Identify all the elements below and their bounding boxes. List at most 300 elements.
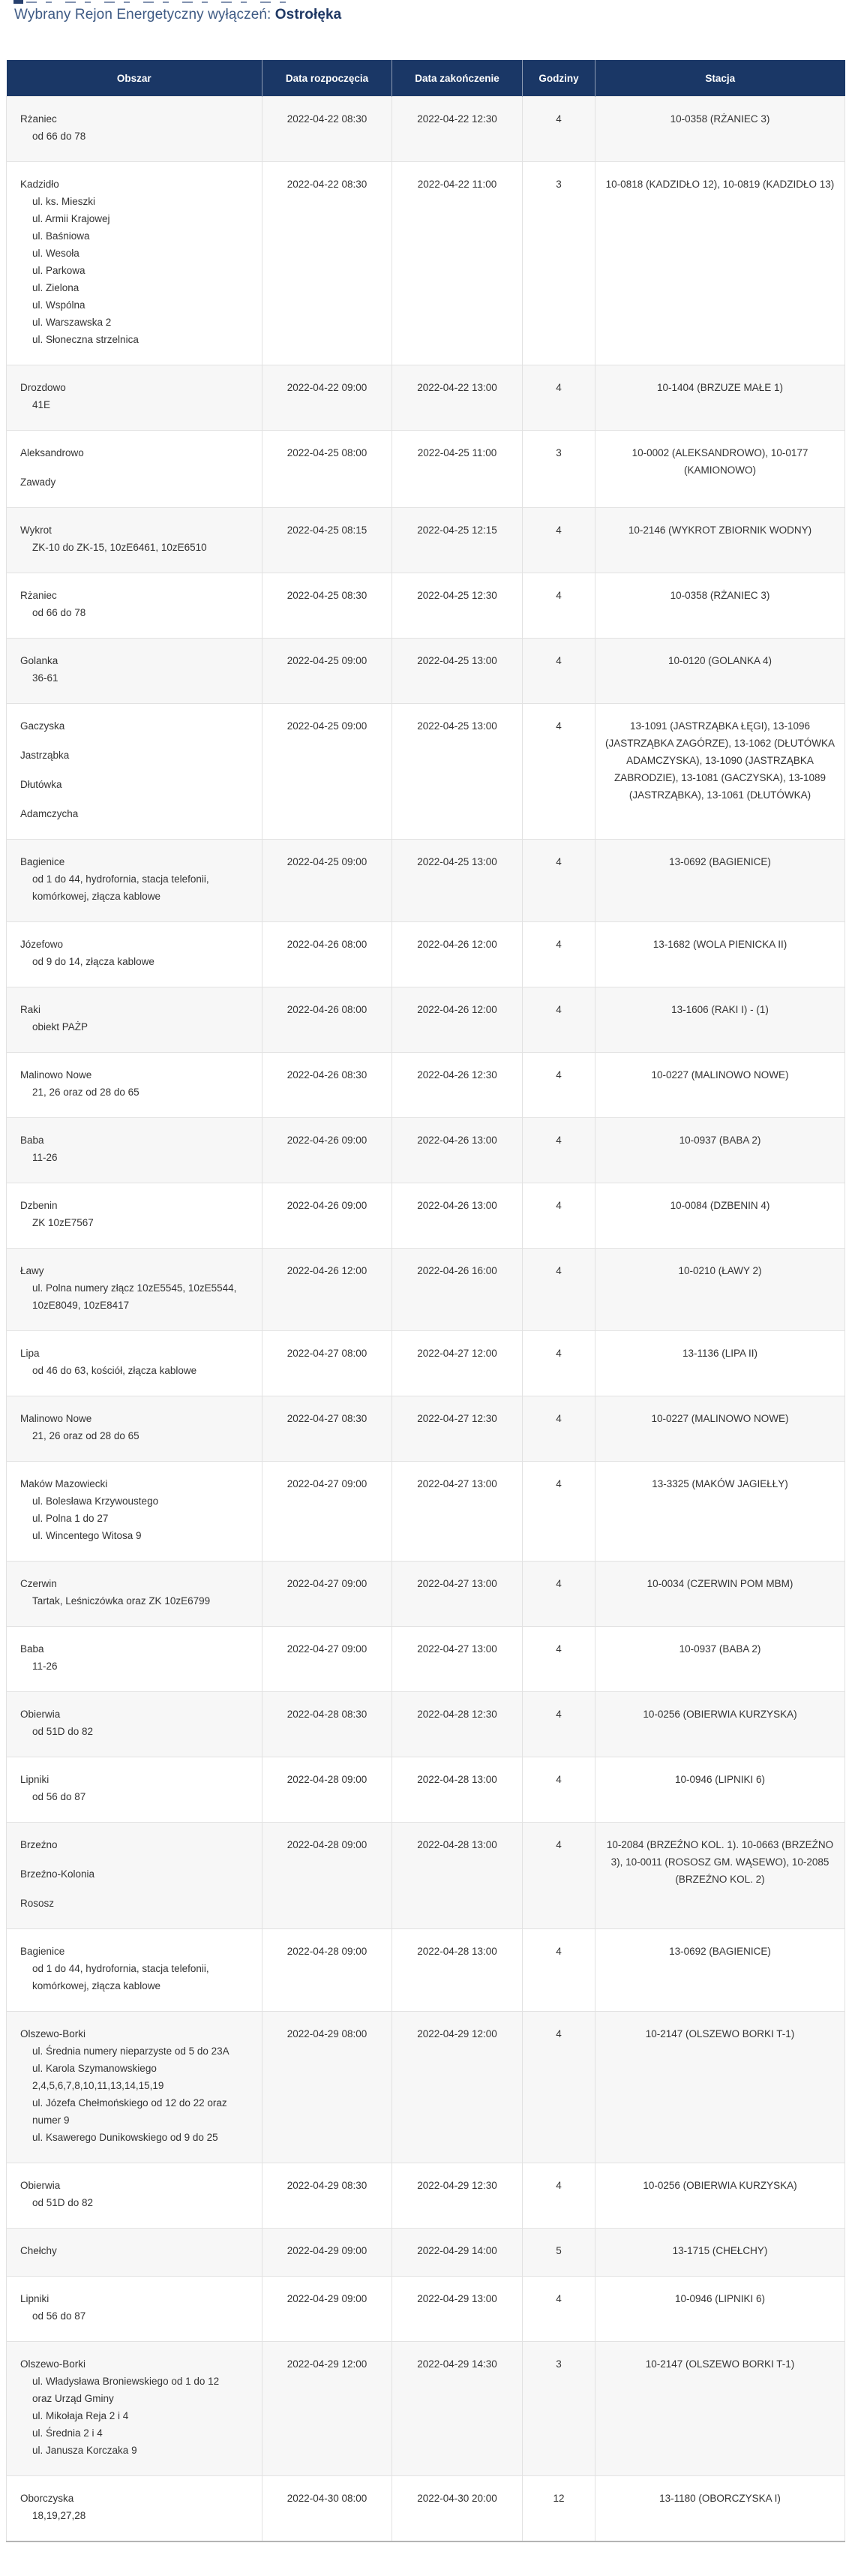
cell-area — [7, 922, 262, 987]
cell-hours: 4 — [523, 2277, 596, 2342]
cell-station: 10-0227 (MALINOWO NOWE) — [596, 1396, 845, 1462]
cell-start-date: 2022-04-25 09:00 — [262, 704, 392, 840]
area-group — [14, 717, 256, 735]
table-row — [7, 987, 845, 1053]
cell-hours: 4 — [523, 573, 596, 639]
cell-start-date: 2022-04-22 09:00 — [262, 365, 392, 431]
table-row — [7, 162, 845, 365]
cell-area — [7, 1692, 262, 1757]
cell-station: 10-2084 (BRZEŹNO KOL. 1). 10-0663 (BRZEŹNO 3), 10-0011 (ROSOSZ GM. WĄSEWO), 10-2085 (BRZEŹNO KOL. 2) — [596, 1823, 845, 1929]
area-name: Bagienice — [20, 1946, 65, 1957]
area-detail: komórkowej, złącza kablowe — [32, 891, 161, 902]
cell-end-date: 2022-04-29 14:30 — [392, 2342, 523, 2476]
area-detail: od 51D do 82 — [32, 2197, 94, 2208]
area-detail: ul. Średnia 2 i 4 — [32, 2427, 103, 2439]
cell-station: 13-1180 (OBORCZYSKA I) — [596, 2476, 845, 2542]
area-group — [14, 2177, 256, 2211]
area-name: Obierwia — [20, 2180, 61, 2191]
area-name: Olszewo-Borki — [20, 2358, 86, 2370]
area-detail: 2,4,5,6,7,8,10,11,13,14,15,19 — [32, 2080, 164, 2091]
cell-start-date: 2022-04-27 09:00 — [262, 1627, 392, 1692]
cell-hours: 4 — [523, 97, 596, 162]
cell-station: 13-1682 (WOLA PIENICKA II) — [596, 922, 845, 987]
cell-station: 13-1715 (CHEŁCHY) — [596, 2229, 845, 2277]
area-group — [14, 1410, 256, 1444]
area-name: Ławy — [20, 1265, 44, 1276]
table-row — [7, 1249, 845, 1331]
header-row — [7, 60, 845, 97]
cell-end-date: 2022-04-28 13:00 — [392, 1929, 523, 2012]
area-name: Drozdowo — [20, 382, 66, 393]
cell-start-date: 2022-04-28 09:00 — [262, 1823, 392, 1929]
table-row — [7, 1396, 845, 1462]
clipped-text-fragment — [14, 0, 297, 4]
area-group — [14, 2490, 256, 2524]
cell-end-date: 2022-04-25 13:00 — [392, 639, 523, 704]
cell-end-date: 2022-04-30 20:00 — [392, 2476, 523, 2542]
cell-end-date: 2022-04-22 12:30 — [392, 97, 523, 162]
area-detail: 41E — [32, 399, 51, 410]
area-group — [14, 2242, 256, 2259]
area-detail: obiekt PAŻP — [32, 1021, 88, 1033]
cell-station: 10-2146 (WYKROT ZBIORNIK WODNY) — [596, 508, 845, 573]
area-detail: ul. Zielona — [32, 282, 80, 293]
area-group — [14, 2355, 256, 2459]
area-name: Aleksandrowo — [20, 447, 84, 458]
table-row — [7, 2342, 845, 2476]
cell-station: 10-0227 (MALINOWO NOWE) — [596, 1053, 845, 1118]
cell-station: 10-0034 (CZERWIN POM MBM) — [596, 1562, 845, 1627]
area-name: Lipniki — [20, 1774, 50, 1785]
area-group — [14, 176, 256, 348]
table-header — [7, 60, 845, 97]
table-row — [7, 639, 845, 704]
cell-start-date: 2022-04-27 09:00 — [262, 1562, 392, 1627]
cell-area — [7, 1183, 262, 1249]
area-group — [14, 1895, 256, 1912]
table-row — [7, 1053, 845, 1118]
area-detail: komórkowej, złącza kablowe — [32, 1980, 161, 1991]
cell-area — [7, 2342, 262, 2476]
column-header-stacja: Stacja — [596, 60, 845, 97]
area-name: Malinowo Nowe — [20, 1069, 92, 1081]
area-group — [14, 1836, 256, 1853]
area-detail: oraz Urząd Gminy — [32, 2393, 114, 2404]
area-group — [14, 853, 256, 905]
area-detail: ul. Mikołaja Reja 2 i 4 — [32, 2410, 129, 2421]
cell-start-date: 2022-04-22 08:30 — [262, 97, 392, 162]
cell-hours: 5 — [523, 2229, 596, 2277]
cell-end-date: 2022-04-22 13:00 — [392, 365, 523, 431]
area-name: Maków Mazowiecki — [20, 1478, 108, 1489]
cell-hours: 4 — [523, 1929, 596, 2012]
cell-hours: 4 — [523, 1757, 596, 1823]
area-detail: ul. Parkowa — [32, 265, 86, 276]
cell-area — [7, 639, 262, 704]
cell-start-date: 2022-04-29 08:30 — [262, 2163, 392, 2229]
table-body — [7, 97, 845, 2542]
area-detail: od 66 do 78 — [32, 131, 86, 142]
area-detail: od 1 do 44, hydrofornia, stacja telefonii, — [32, 873, 209, 885]
table-row — [7, 508, 845, 573]
cell-start-date: 2022-04-26 09:00 — [262, 1118, 392, 1183]
area-detail: 36-61 — [32, 672, 58, 684]
area-detail: Tartak, Leśniczówka oraz ZK 10zE6799 — [32, 1595, 211, 1607]
cell-end-date: 2022-04-27 12:30 — [392, 1396, 523, 1462]
area-group — [14, 1771, 256, 1805]
area-detail: ul. Warszawska 2 — [32, 317, 112, 328]
area-detail: od 9 do 14, złącza kablowe — [32, 956, 154, 967]
area-name: Józefowo — [20, 939, 64, 950]
area-name: Rżaniec — [20, 590, 57, 601]
cell-end-date: 2022-04-25 13:00 — [392, 704, 523, 840]
cell-station: 10-0937 (BABA 2) — [596, 1627, 845, 1692]
cell-start-date: 2022-04-25 09:00 — [262, 840, 392, 922]
area-detail: ul. ks. Mieszki — [32, 196, 96, 207]
area-group — [14, 522, 256, 556]
cell-start-date: 2022-04-28 08:30 — [262, 1692, 392, 1757]
cell-hours: 4 — [523, 1118, 596, 1183]
area-name: Lipa — [20, 1348, 40, 1359]
cell-area — [7, 1562, 262, 1627]
cell-end-date: 2022-04-29 12:00 — [392, 2012, 523, 2163]
cell-end-date: 2022-04-25 13:00 — [392, 840, 523, 922]
area-name: Baba — [20, 1643, 44, 1655]
area-detail: od 66 do 78 — [32, 607, 86, 618]
cell-end-date: 2022-04-27 12:00 — [392, 1331, 523, 1396]
cell-hours: 4 — [523, 365, 596, 431]
area-group — [14, 1197, 256, 1231]
area-detail: ZK 10zE7567 — [32, 1217, 94, 1228]
area-name: Rososz — [20, 1898, 55, 1909]
table-row — [7, 2277, 845, 2342]
area-detail: 11-26 — [32, 1661, 58, 1672]
page-title-prefix: Wybrany Rejon Energetyczny wyłączeń: — [14, 7, 275, 23]
area-detail: 10zE8049, 10zE8417 — [32, 1300, 130, 1311]
cell-start-date: 2022-04-25 09:00 — [262, 639, 392, 704]
cell-hours: 4 — [523, 840, 596, 922]
cell-start-date: 2022-04-22 08:30 — [262, 162, 392, 365]
cell-station: 10-1404 (BRZUZE MAŁE 1) — [596, 365, 845, 431]
cell-area — [7, 1462, 262, 1562]
cell-hours: 4 — [523, 639, 596, 704]
cell-area — [7, 1053, 262, 1118]
cell-hours: 3 — [523, 431, 596, 508]
area-name: Baba — [20, 1135, 44, 1146]
area-detail: ZK-10 do ZK-15, 10zE6461, 10zE6510 — [32, 542, 207, 553]
cell-area — [7, 1396, 262, 1462]
cell-hours: 4 — [523, 1627, 596, 1692]
area-group — [14, 1345, 256, 1379]
area-name: Brzeźno — [20, 1839, 58, 1850]
area-name: Brzeźno-Kolonia — [20, 1868, 95, 1880]
cell-end-date: 2022-04-26 13:00 — [392, 1118, 523, 1183]
cell-end-date: 2022-04-28 13:00 — [392, 1757, 523, 1823]
cell-start-date: 2022-04-28 09:00 — [262, 1929, 392, 2012]
cell-station: 10-2147 (OLSZEWO BORKI T-1) — [596, 2342, 845, 2476]
area-detail: ul. Bolesława Krzywoustego — [32, 1495, 159, 1507]
area-group — [14, 110, 256, 145]
cell-area — [7, 1331, 262, 1396]
cell-station: 10-0818 (KADZIDŁO 12), 10-0819 (KADZIDŁO 13) — [596, 162, 845, 365]
area-group — [14, 587, 256, 621]
area-group — [14, 1132, 256, 1166]
table-row — [7, 1692, 845, 1757]
cell-start-date: 2022-04-29 12:00 — [262, 2342, 392, 2476]
cell-station: 10-0002 (ALEKSANDROWO), 10-0177 (KAMIONOWO) — [596, 431, 845, 508]
area-group — [14, 1262, 256, 1314]
table-row — [7, 922, 845, 987]
cell-start-date: 2022-04-26 09:00 — [262, 1183, 392, 1249]
cell-hours: 4 — [523, 508, 596, 573]
table-row — [7, 97, 845, 162]
area-name: Dłutówka — [20, 779, 62, 790]
area-detail: ul. Wesoła — [32, 248, 80, 259]
cell-end-date: 2022-04-27 13:00 — [392, 1562, 523, 1627]
table-row — [7, 1462, 845, 1562]
table-row — [7, 1929, 845, 2012]
area-name: Dzbenin — [20, 1200, 58, 1211]
cell-hours: 4 — [523, 704, 596, 840]
cell-area — [7, 97, 262, 162]
area-name: Zawady — [20, 476, 56, 488]
cell-station: 13-3325 (MAKÓW JAGIEŁŁY) — [596, 1462, 845, 1562]
cell-end-date: 2022-04-26 12:00 — [392, 987, 523, 1053]
area-name: Bagienice — [20, 856, 65, 867]
table-row — [7, 2012, 845, 2163]
column-header-godziny: Godziny — [523, 60, 596, 97]
area-detail: ul. Armii Krajowej — [32, 213, 110, 224]
cell-end-date: 2022-04-28 13:00 — [392, 1823, 523, 1929]
cell-end-date: 2022-04-29 13:00 — [392, 2277, 523, 2342]
cell-hours: 4 — [523, 1331, 596, 1396]
cell-end-date: 2022-04-29 14:00 — [392, 2229, 523, 2277]
cell-area — [7, 365, 262, 431]
cell-hours: 4 — [523, 987, 596, 1053]
area-group — [14, 1001, 256, 1036]
area-group — [14, 379, 256, 413]
cell-start-date: 2022-04-26 08:30 — [262, 1053, 392, 1118]
area-name: Czerwin — [20, 1578, 57, 1589]
area-detail: ul. Polna numery złącz 10zE5545, 10zE5544, — [32, 1282, 237, 1294]
cell-station: 10-0256 (OBIERWIA KURZYSKA) — [596, 2163, 845, 2229]
cell-hours: 4 — [523, 1249, 596, 1331]
table-row — [7, 1562, 845, 1627]
cell-end-date: 2022-04-25 12:15 — [392, 508, 523, 573]
cell-end-date: 2022-04-25 12:30 — [392, 573, 523, 639]
cell-end-date: 2022-04-26 16:00 — [392, 1249, 523, 1331]
area-detail: ul. Wspólna — [32, 299, 86, 311]
area-detail: ul. Baśniowa — [32, 230, 90, 242]
table-row — [7, 1823, 845, 1929]
area-name: Raki — [20, 1004, 41, 1015]
area-name: Lipniki — [20, 2293, 50, 2304]
table-row — [7, 840, 845, 922]
cell-hours: 4 — [523, 1562, 596, 1627]
cell-station: 10-2147 (OLSZEWO BORKI T-1) — [596, 2012, 845, 2163]
area-detail: ul. Średnia numery nieparzyste od 5 do 23A — [32, 2045, 230, 2057]
cell-start-date: 2022-04-27 08:30 — [262, 1396, 392, 1462]
cell-start-date: 2022-04-26 12:00 — [262, 1249, 392, 1331]
cell-area — [7, 2476, 262, 2542]
cell-area — [7, 987, 262, 1053]
area-group — [14, 444, 256, 461]
area-detail: ul. Karola Szymanowskiego — [32, 2063, 157, 2074]
cell-hours: 4 — [523, 1396, 596, 1462]
table-row — [7, 1627, 845, 1692]
area-detail: 18,19,27,28 — [32, 2510, 86, 2521]
cell-hours: 4 — [523, 1692, 596, 1757]
cell-start-date: 2022-04-26 08:00 — [262, 922, 392, 987]
cell-station: 10-0946 (LIPNIKI 6) — [596, 2277, 845, 2342]
area-detail: od 51D do 82 — [32, 1726, 94, 1737]
cell-station: 10-0256 (OBIERWIA KURZYSKA) — [596, 1692, 845, 1757]
cell-station: 13-1606 (RAKI I) - (1) — [596, 987, 845, 1053]
area-detail: ul. Janusza Korczaka 9 — [32, 2445, 137, 2456]
column-header-data-zakonczenie: Data zakończenie — [392, 60, 523, 97]
area-group — [14, 1865, 256, 1883]
cell-station: 10-0358 (RŻANIEC 3) — [596, 573, 845, 639]
area-name: Olszewo-Borki — [20, 2028, 86, 2039]
cell-area — [7, 1757, 262, 1823]
area-detail: ul. Ksawerego Dunikowskiego od 9 do 25 — [32, 2132, 218, 2143]
cell-area — [7, 573, 262, 639]
cell-start-date: 2022-04-29 09:00 — [262, 2277, 392, 2342]
area-detail: ul. Władysława Broniewskiego od 1 do 12 — [32, 2376, 220, 2387]
cell-station: 10-0084 (DZBENIN 4) — [596, 1183, 845, 1249]
table-row — [7, 431, 845, 508]
area-group — [14, 1066, 256, 1101]
area-detail: 21, 26 oraz od 28 do 65 — [32, 1430, 140, 1441]
table-row — [7, 1757, 845, 1823]
area-detail: ul. Wincentego Witosa 9 — [32, 1530, 142, 1541]
cell-hours: 4 — [523, 2012, 596, 2163]
cell-end-date: 2022-04-25 11:00 — [392, 431, 523, 508]
cell-station: 10-0120 (GOLANKA 4) — [596, 639, 845, 704]
cell-area — [7, 162, 262, 365]
area-group — [14, 1706, 256, 1740]
cell-area — [7, 704, 262, 840]
cell-station: 13-0692 (BAGIENICE) — [596, 840, 845, 922]
area-name: Chełchy — [20, 2245, 57, 2256]
area-detail: 11-26 — [32, 1152, 58, 1163]
area-group — [14, 2290, 256, 2325]
cell-hours: 4 — [523, 2163, 596, 2229]
cell-hours: 4 — [523, 1462, 596, 1562]
cell-start-date: 2022-04-25 08:30 — [262, 573, 392, 639]
area-group — [14, 473, 256, 491]
cell-area — [7, 1627, 262, 1692]
cell-start-date: 2022-04-27 09:00 — [262, 1462, 392, 1562]
table-row — [7, 2476, 845, 2542]
cell-station: 10-0210 (ŁAWY 2) — [596, 1249, 845, 1331]
cell-hours: 4 — [523, 1183, 596, 1249]
area-detail: od 56 do 87 — [32, 1791, 86, 1802]
cell-station: 13-1091 (JASTRZĄBKA ŁĘGI), 13-1096 (JASTRZĄBKA ZAGÓRZE), 13-1062 (DŁUTÓWKA ADAMCZYSKA), 13-1090 (JASTRZĄBKA ZABRODZIE), 13-1081 (GACZYSKA), 13-1089 (JASTRZĄBKA), 13-1061 (DŁUTÓWKA) — [596, 704, 845, 840]
cell-area — [7, 1823, 262, 1929]
table-row — [7, 1331, 845, 1396]
cell-station: 10-0358 (RŻANIEC 3) — [596, 97, 845, 162]
area-detail: ul. Słoneczna strzelnica — [32, 334, 139, 345]
area-name: Rżaniec — [20, 113, 57, 125]
area-detail: od 56 do 87 — [32, 2310, 86, 2322]
cell-end-date: 2022-04-22 11:00 — [392, 162, 523, 365]
cell-start-date: 2022-04-29 08:00 — [262, 2012, 392, 2163]
cell-station: 13-0692 (BAGIENICE) — [596, 1929, 845, 2012]
cell-end-date: 2022-04-28 12:30 — [392, 1692, 523, 1757]
cell-area — [7, 840, 262, 922]
cell-hours: 3 — [523, 162, 596, 365]
column-header-data-rozpoczecia: Data rozpoczęcia — [262, 60, 392, 97]
area-detail: od 1 do 44, hydrofornia, stacja telefonii, — [32, 1963, 209, 1974]
area-group — [14, 1943, 256, 1994]
area-detail: ul. Polna 1 do 27 — [32, 1513, 109, 1524]
outages-table — [6, 60, 845, 2542]
area-name: Wykrot — [20, 525, 52, 536]
cell-end-date: 2022-04-26 13:00 — [392, 1183, 523, 1249]
cell-area — [7, 508, 262, 573]
area-name: Adamczycha — [20, 808, 79, 819]
cell-area — [7, 1929, 262, 2012]
cell-start-date: 2022-04-29 09:00 — [262, 2229, 392, 2277]
cell-end-date: 2022-04-26 12:30 — [392, 1053, 523, 1118]
area-name: Obierwia — [20, 1709, 61, 1720]
cell-start-date: 2022-04-28 09:00 — [262, 1757, 392, 1823]
cell-start-date: 2022-04-27 08:00 — [262, 1331, 392, 1396]
cell-end-date: 2022-04-26 12:00 — [392, 922, 523, 987]
cell-end-date: 2022-04-27 13:00 — [392, 1462, 523, 1562]
cell-hours: 3 — [523, 2342, 596, 2476]
area-group — [14, 1640, 256, 1675]
area-name: Gaczyska — [20, 720, 65, 732]
area-group — [14, 2025, 256, 2146]
table-row — [7, 2229, 845, 2277]
cell-area — [7, 2229, 262, 2277]
area-group — [14, 1575, 256, 1610]
cell-station: 10-0946 (LIPNIKI 6) — [596, 1757, 845, 1823]
table-row — [7, 704, 845, 840]
area-group — [14, 652, 256, 687]
table-row — [7, 1183, 845, 1249]
cell-hours: 4 — [523, 922, 596, 987]
area-group — [14, 805, 256, 822]
cell-start-date: 2022-04-26 08:00 — [262, 987, 392, 1053]
cell-start-date: 2022-04-30 08:00 — [262, 2476, 392, 2542]
cell-station: 10-0937 (BABA 2) — [596, 1118, 845, 1183]
area-name: Malinowo Nowe — [20, 1413, 92, 1424]
cell-area — [7, 2277, 262, 2342]
table-row — [7, 365, 845, 431]
cell-hours: 4 — [523, 1823, 596, 1929]
cell-hours: 12 — [523, 2476, 596, 2542]
cell-area — [7, 1118, 262, 1183]
cell-start-date: 2022-04-25 08:15 — [262, 508, 392, 573]
cell-end-date: 2022-04-27 13:00 — [392, 1627, 523, 1692]
column-header-obszar: Obszar — [7, 60, 262, 97]
selected-region: Ostrołęka — [274, 7, 342, 23]
cell-end-date: 2022-04-29 12:30 — [392, 2163, 523, 2229]
cell-hours: 4 — [523, 1053, 596, 1118]
cell-station: 13-1136 (LIPA II) — [596, 1331, 845, 1396]
area-detail: numer 9 — [32, 2115, 70, 2126]
cell-start-date: 2022-04-25 08:00 — [262, 431, 392, 508]
cell-area — [7, 431, 262, 508]
table-row — [7, 2163, 845, 2229]
table-row — [7, 573, 845, 639]
table-row — [7, 1118, 845, 1183]
area-detail: 21, 26 oraz od 28 do 65 — [32, 1087, 140, 1098]
area-group — [14, 936, 256, 970]
